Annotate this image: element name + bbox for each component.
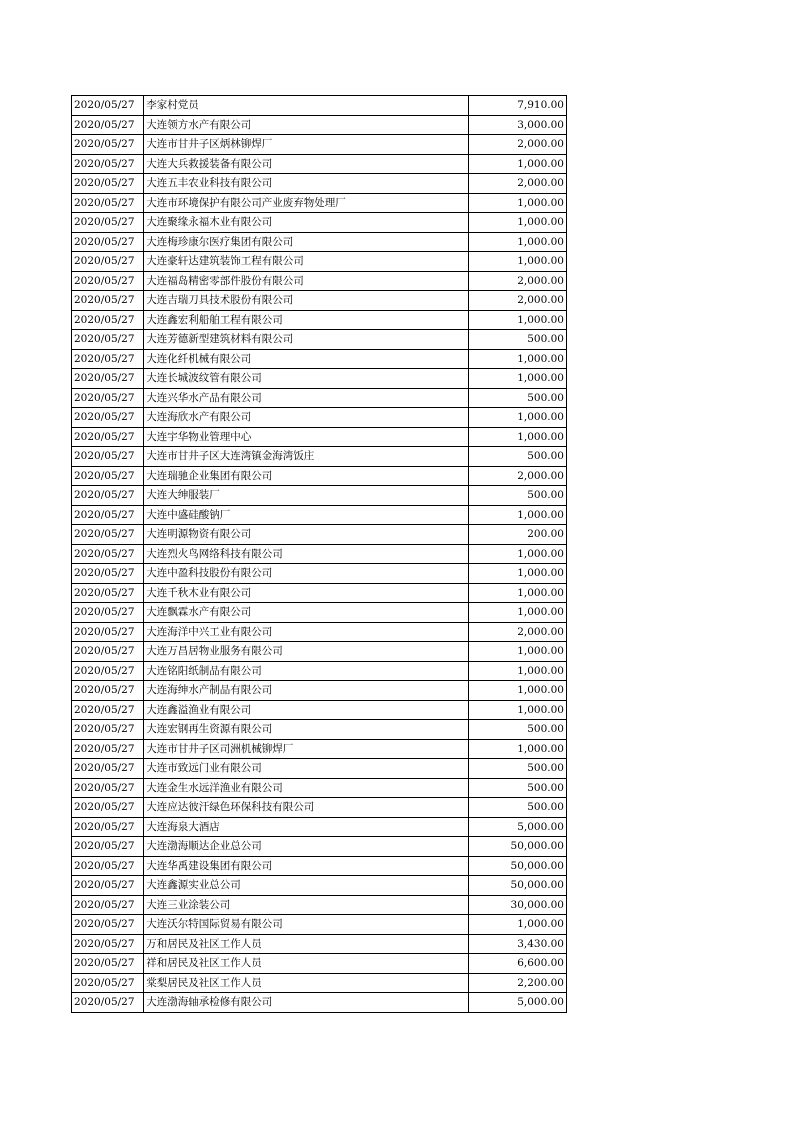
table-row: [72, 271, 567, 291]
amount-cell: 500.00: [468, 798, 566, 818]
date-cell: 2020/05/27: [72, 934, 144, 954]
donor-name-cell: 大连沃尔特国际贸易有限公司: [144, 915, 468, 935]
amount-cell: 2,000.00: [468, 174, 566, 194]
donor-name-cell: 大连市环境保护有限公司产业废弃物处理厂: [144, 193, 468, 213]
amount-cell: 1,000.00: [468, 193, 566, 213]
donor-name-cell: 大连吉瑞刀具技术股份有限公司: [144, 291, 468, 311]
donor-name-cell: 大连中盈科技股份有限公司: [144, 564, 468, 584]
date-cell: 2020/05/27: [72, 408, 144, 428]
amount-cell: 7,910.00: [468, 96, 566, 116]
amount-cell: 1,000.00: [468, 310, 566, 330]
date-cell: 2020/05/27: [72, 622, 144, 642]
donor-name-cell: 大连聚缘永福木业有限公司: [144, 213, 468, 233]
table-row: [72, 193, 567, 213]
table-row: [72, 525, 567, 545]
table-row: [72, 798, 567, 818]
date-cell: 2020/05/27: [72, 739, 144, 759]
date-cell: 2020/05/27: [72, 505, 144, 525]
date-cell: 2020/05/27: [72, 642, 144, 662]
date-cell: 2020/05/27: [72, 213, 144, 233]
amount-cell: 1,000.00: [468, 544, 566, 564]
date-cell: 2020/05/27: [72, 778, 144, 798]
donor-name-cell: 大连芳德新型建筑材料有限公司: [144, 330, 468, 350]
amount-cell: 1,000.00: [468, 427, 566, 447]
amount-cell: 1,000.00: [468, 252, 566, 272]
donor-name-cell: 棠梨居民及社区工作人员: [144, 973, 468, 993]
amount-cell: 2,000.00: [468, 135, 566, 155]
table-row: [72, 388, 567, 408]
donor-name-cell: 大连宇华物业管理中心: [144, 427, 468, 447]
donor-name-cell: 大连中盛硅酸钠厂: [144, 505, 468, 525]
date-cell: 2020/05/27: [72, 856, 144, 876]
table-row: [72, 817, 567, 837]
donor-name-cell: 大连海绅水产制品有限公司: [144, 681, 468, 701]
date-cell: 2020/05/27: [72, 661, 144, 681]
date-cell: 2020/05/27: [72, 291, 144, 311]
date-cell: 2020/05/27: [72, 388, 144, 408]
table-row: [72, 876, 567, 896]
date-cell: 2020/05/27: [72, 798, 144, 818]
table-row: [72, 759, 567, 779]
amount-cell: 1,000.00: [468, 408, 566, 428]
amount-cell: 1,000.00: [468, 700, 566, 720]
table-row: [72, 739, 567, 759]
donor-name-cell: 大连万昌居物业服务有限公司: [144, 642, 468, 662]
date-cell: 2020/05/27: [72, 817, 144, 837]
date-cell: 2020/05/27: [72, 115, 144, 135]
amount-cell: 2,000.00: [468, 622, 566, 642]
table-row: [72, 954, 567, 974]
donor-name-cell: 大连梅珍康尔医疗集团有限公司: [144, 232, 468, 252]
date-cell: 2020/05/27: [72, 466, 144, 486]
amount-cell: 500.00: [468, 759, 566, 779]
donor-name-cell: 大连海欣水产有限公司: [144, 408, 468, 428]
table-row: [72, 447, 567, 467]
donor-name-cell: 万和居民及社区工作人员: [144, 934, 468, 954]
date-cell: 2020/05/27: [72, 174, 144, 194]
table-row: [72, 310, 567, 330]
date-cell: 2020/05/27: [72, 700, 144, 720]
amount-cell: 3,000.00: [468, 115, 566, 135]
amount-cell: 1,000.00: [468, 661, 566, 681]
donor-name-cell: 大连宏钢再生资源有限公司: [144, 720, 468, 740]
amount-cell: 1,000.00: [468, 681, 566, 701]
table-row: [72, 369, 567, 389]
table-row: [72, 135, 567, 155]
table-row: [72, 486, 567, 506]
table-row: [72, 505, 567, 525]
table-row: [72, 720, 567, 740]
table-row: [72, 154, 567, 174]
amount-cell: 500.00: [468, 778, 566, 798]
donor-name-cell: 大连飘霖水产有限公司: [144, 603, 468, 623]
donor-name-cell: 大连兴华水产品有限公司: [144, 388, 468, 408]
donor-name-cell: 大连市甘井子区炳林铆焊厂: [144, 135, 468, 155]
date-cell: 2020/05/27: [72, 447, 144, 467]
date-cell: 2020/05/27: [72, 349, 144, 369]
date-cell: 2020/05/27: [72, 564, 144, 584]
table-row: [72, 837, 567, 857]
amount-cell: 1,000.00: [468, 232, 566, 252]
date-cell: 2020/05/27: [72, 583, 144, 603]
date-cell: 2020/05/27: [72, 135, 144, 155]
amount-cell: 5,000.00: [468, 993, 566, 1013]
date-cell: 2020/05/27: [72, 954, 144, 974]
date-cell: 2020/05/27: [72, 876, 144, 896]
amount-cell: 500.00: [468, 447, 566, 467]
donor-name-cell: 大连千秋木业有限公司: [144, 583, 468, 603]
amount-cell: 1,000.00: [468, 583, 566, 603]
amount-cell: 30,000.00: [468, 895, 566, 915]
date-cell: 2020/05/27: [72, 603, 144, 623]
amount-cell: 1,000.00: [468, 642, 566, 662]
date-cell: 2020/05/27: [72, 973, 144, 993]
table-row: [72, 993, 567, 1013]
amount-cell: 2,000.00: [468, 271, 566, 291]
donor-name-cell: 大连五丰农业科技有限公司: [144, 174, 468, 194]
donor-name-cell: 大连三业涂装公司: [144, 895, 468, 915]
date-cell: 2020/05/27: [72, 96, 144, 116]
table-row: [72, 232, 567, 252]
donor-name-cell: 大连金生水远洋渔业有限公司: [144, 778, 468, 798]
table-row: [72, 252, 567, 272]
table-row: [72, 330, 567, 350]
donation-table: [71, 95, 567, 1013]
donor-name-cell: 大连海洋中兴工业有限公司: [144, 622, 468, 642]
table-row: [72, 934, 567, 954]
donor-name-cell: 大连豪轩达建筑装饰工程有限公司: [144, 252, 468, 272]
date-cell: 2020/05/27: [72, 193, 144, 213]
donor-name-cell: 大连鑫宏利船舶工程有限公司: [144, 310, 468, 330]
amount-cell: 200.00: [468, 525, 566, 545]
donor-name-cell: 李家村党员: [144, 96, 468, 116]
date-cell: 2020/05/27: [72, 720, 144, 740]
table-row: [72, 213, 567, 233]
table-row: [72, 681, 567, 701]
donor-name-cell: 大连化纤机械有限公司: [144, 349, 468, 369]
donor-name-cell: 大连市甘井子区大连湾镇金海湾饭庄: [144, 447, 468, 467]
table-row: [72, 856, 567, 876]
donor-name-cell: 大连市甘井子区司洲机械铆焊厂: [144, 739, 468, 759]
table-row: [72, 642, 567, 662]
donor-name-cell: 大连大兵救援装备有限公司: [144, 154, 468, 174]
date-cell: 2020/05/27: [72, 330, 144, 350]
table-row: [72, 564, 567, 584]
amount-cell: 1,000.00: [468, 603, 566, 623]
donation-table-body: [72, 96, 567, 1013]
table-row: [72, 895, 567, 915]
amount-cell: 1,000.00: [468, 915, 566, 935]
amount-cell: 1,000.00: [468, 505, 566, 525]
table-row: [72, 174, 567, 194]
amount-cell: 2,000.00: [468, 466, 566, 486]
donor-name-cell: 大连明源物资有限公司: [144, 525, 468, 545]
date-cell: 2020/05/27: [72, 544, 144, 564]
donor-name-cell: 大连鑫溢渔业有限公司: [144, 700, 468, 720]
table-row: [72, 427, 567, 447]
amount-cell: 2,200.00: [468, 973, 566, 993]
date-cell: 2020/05/27: [72, 915, 144, 935]
date-cell: 2020/05/27: [72, 993, 144, 1013]
date-cell: 2020/05/27: [72, 837, 144, 857]
donor-name-cell: 大连领方水产有限公司: [144, 115, 468, 135]
amount-cell: 1,000.00: [468, 564, 566, 584]
donor-name-cell: 大连福岛精密零部件股份有限公司: [144, 271, 468, 291]
donor-name-cell: 大连长城波纹管有限公司: [144, 369, 468, 389]
date-cell: 2020/05/27: [72, 271, 144, 291]
donor-name-cell: 大连海泉大酒店: [144, 817, 468, 837]
table-row: [72, 603, 567, 623]
donor-name-cell: 大连铭阳纸制品有限公司: [144, 661, 468, 681]
amount-cell: 500.00: [468, 486, 566, 506]
date-cell: 2020/05/27: [72, 525, 144, 545]
amount-cell: 5,000.00: [468, 817, 566, 837]
table-row: [72, 915, 567, 935]
donor-name-cell: 大连华禹建设集团有限公司: [144, 856, 468, 876]
table-row: [72, 778, 567, 798]
table-row: [72, 544, 567, 564]
table-row: [72, 96, 567, 116]
amount-cell: 500.00: [468, 388, 566, 408]
amount-cell: 3,430.00: [468, 934, 566, 954]
date-cell: 2020/05/27: [72, 486, 144, 506]
amount-cell: 50,000.00: [468, 837, 566, 857]
date-cell: 2020/05/27: [72, 232, 144, 252]
table-row: [72, 349, 567, 369]
amount-cell: 500.00: [468, 330, 566, 350]
date-cell: 2020/05/27: [72, 427, 144, 447]
donor-name-cell: 祥和居民及社区工作人员: [144, 954, 468, 974]
donor-name-cell: 大连渤海轴承检修有限公司: [144, 993, 468, 1013]
donor-name-cell: 大连渤海顺达企业总公司: [144, 837, 468, 857]
date-cell: 2020/05/27: [72, 681, 144, 701]
amount-cell: 1,000.00: [468, 154, 566, 174]
donor-name-cell: 大连市致远门业有限公司: [144, 759, 468, 779]
date-cell: 2020/05/27: [72, 895, 144, 915]
amount-cell: 1,000.00: [468, 349, 566, 369]
table-row: [72, 622, 567, 642]
table-row: [72, 115, 567, 135]
date-cell: 2020/05/27: [72, 252, 144, 272]
amount-cell: 1,000.00: [468, 369, 566, 389]
amount-cell: 1,000.00: [468, 213, 566, 233]
amount-cell: 1,000.00: [468, 739, 566, 759]
table-row: [72, 408, 567, 428]
table-row: [72, 291, 567, 311]
amount-cell: 50,000.00: [468, 876, 566, 896]
donor-name-cell: 大连大绅服装厂: [144, 486, 468, 506]
amount-cell: 50,000.00: [468, 856, 566, 876]
date-cell: 2020/05/27: [72, 310, 144, 330]
table-row: [72, 466, 567, 486]
donor-name-cell: 大连鑫源实业总公司: [144, 876, 468, 896]
table-row: [72, 973, 567, 993]
donor-name-cell: 大连瑞驰企业集团有限公司: [144, 466, 468, 486]
table-row: [72, 700, 567, 720]
donor-name-cell: 大连烈火鸟网络科技有限公司: [144, 544, 468, 564]
table-row: [72, 583, 567, 603]
amount-cell: 500.00: [468, 720, 566, 740]
amount-cell: 6,600.00: [468, 954, 566, 974]
date-cell: 2020/05/27: [72, 369, 144, 389]
date-cell: 2020/05/27: [72, 759, 144, 779]
date-cell: 2020/05/27: [72, 154, 144, 174]
amount-cell: 2,000.00: [468, 291, 566, 311]
donor-name-cell: 大连应达彼汗绿色环保科技有限公司: [144, 798, 468, 818]
table-row: [72, 661, 567, 681]
